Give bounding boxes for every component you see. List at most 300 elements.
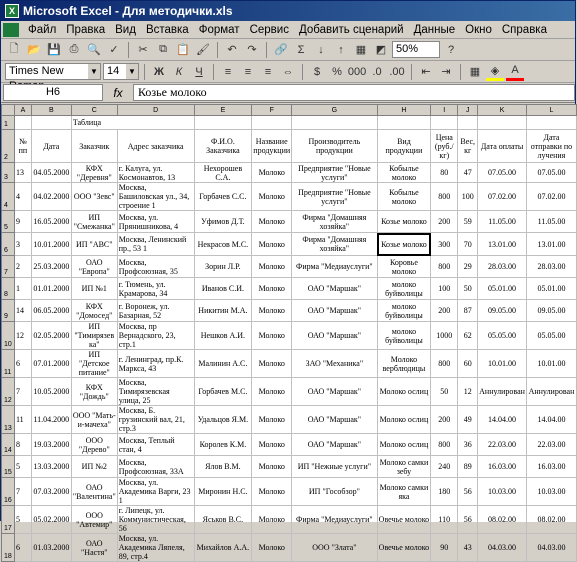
data-cell[interactable]: 800 — [431, 183, 458, 211]
data-cell[interactable]: 56 — [458, 478, 478, 506]
row-header[interactable]: 14 — [2, 434, 15, 456]
align-center-icon[interactable]: ≡ — [244, 65, 252, 78]
data-cell[interactable]: Молоко самки яка — [377, 478, 431, 506]
data-cell[interactable]: Фирма "Медиауслуги" — [292, 256, 377, 278]
data-cell[interactable]: 36 — [458, 434, 478, 456]
formula-input[interactable]: Козье молоко — [133, 84, 575, 101]
data-cell[interactable]: 1000 — [431, 322, 458, 350]
data-cell[interactable]: ООО "Злата" — [292, 534, 377, 562]
data-cell[interactable]: г. Ленинград, пр.К. Маркса, 43 — [117, 350, 194, 378]
data-cell[interactable]: 11 — [14, 406, 31, 434]
select-all-corner[interactable] — [2, 105, 15, 116]
data-cell[interactable]: 29 — [458, 256, 478, 278]
data-cell[interactable]: ИП "Нежные услуги" — [292, 456, 377, 478]
row-header[interactable]: 15 — [2, 456, 15, 478]
spelling-icon[interactable]: ✓ — [109, 44, 119, 56]
data-cell[interactable]: 800 — [431, 256, 458, 278]
data-cell[interactable]: ИП "АВС" — [71, 233, 117, 256]
table-row — [2, 534, 577, 562]
table-row — [2, 278, 577, 300]
data-cell[interactable]: 2 — [14, 256, 31, 278]
data-cell[interactable]: 16.03.00 — [478, 456, 527, 478]
formula-bar — [1, 83, 575, 103]
menu-file[interactable]: Файл — [28, 23, 57, 36]
data-cell[interactable]: 07.02.00 — [478, 183, 527, 211]
print-icon[interactable]: ⎙ — [69, 43, 79, 55]
row-header[interactable]: 18 — [2, 534, 15, 562]
data-cell[interactable]: КФХ "Домосед" — [71, 300, 117, 322]
row-header[interactable]: 17 — [2, 506, 15, 534]
data-cell[interactable]: 10.01.2000 — [31, 233, 71, 256]
menu-insert[interactable]: Вставка — [145, 23, 189, 36]
data-cell[interactable]: ОАО "Европа" — [71, 256, 117, 278]
menu-window[interactable]: Окно — [465, 23, 492, 36]
font-color-icon[interactable]: A — [506, 63, 524, 81]
data-cell[interactable]: 6 — [14, 534, 31, 562]
data-cell[interactable]: Нехорошев С.А. — [194, 163, 252, 183]
table-row — [2, 300, 577, 322]
data-cell[interactable]: ИП №1 — [71, 278, 117, 300]
cut-icon[interactable]: ✂ — [138, 44, 148, 56]
data-cell[interactable]: 10.01.00 — [526, 350, 576, 378]
data-cell[interactable]: 5 — [14, 506, 31, 534]
column-header[interactable]: J — [458, 105, 478, 116]
data-cell[interactable]: ИП "Гособзор" — [292, 478, 377, 506]
data-cell[interactable]: Зорин Л.Р. — [194, 256, 252, 278]
data-cell[interactable]: Некрасов М.С. — [194, 233, 252, 256]
row-header[interactable]: 13 — [2, 406, 15, 434]
data-cell[interactable]: 04.02.2000 — [31, 183, 71, 211]
data-cell[interactable]: Молоко — [252, 378, 292, 406]
data-cell[interactable]: 800 — [431, 434, 458, 456]
row-header[interactable]: 11 — [2, 350, 15, 378]
header-cell[interactable]: Вид продукции — [377, 130, 431, 163]
row-header[interactable]: 2 — [2, 130, 15, 163]
data-cell[interactable]: ОАО "Маршак" — [292, 434, 377, 456]
data-cell[interactable]: Фирма "Медиауслуги" — [292, 506, 377, 534]
data-cell[interactable]: ИП "Детское питание" — [71, 350, 117, 378]
data-cell[interactable]: г. Липецк, ул. Коммунистическая, 56 — [117, 506, 194, 534]
data-cell[interactable]: 50 — [431, 378, 458, 406]
data-cell[interactable]: Аннулирован — [526, 378, 576, 406]
data-cell[interactable]: 62 — [458, 322, 478, 350]
data-cell[interactable]: Королев К.М. — [194, 434, 252, 456]
data-cell[interactable]: Молоко ослиц — [377, 378, 431, 406]
data-cell[interactable]: Молоко — [252, 434, 292, 456]
header-cell[interactable]: № пп — [14, 130, 31, 163]
borders-icon[interactable]: ▦ — [469, 66, 481, 78]
data-cell[interactable]: КФХ "Деревня" — [71, 163, 117, 183]
chart-icon[interactable]: ▦ — [355, 44, 367, 56]
data-cell[interactable]: Молоко — [252, 183, 292, 211]
data-cell[interactable]: Михайлов А.А. — [194, 534, 252, 562]
column-header[interactable]: K — [478, 105, 527, 116]
table-row — [2, 322, 577, 350]
data-cell[interactable]: 6 — [14, 350, 31, 378]
data-cell[interactable]: Иванов С.И. — [194, 278, 252, 300]
undo-icon[interactable]: ↶ — [227, 44, 237, 56]
data-cell[interactable]: 13.01.00 — [478, 233, 527, 256]
header-cell[interactable]: Дата — [31, 130, 71, 163]
data-cell[interactable]: Фирма "Домашняя хозяйка" — [292, 211, 377, 233]
table-title-cell[interactable]: Таблица — [71, 116, 194, 130]
data-cell[interactable]: молоко буйволицы — [377, 322, 431, 350]
data-cell[interactable]: Москва, Башиловская ул., 34, строение 1 — [117, 183, 194, 211]
data-cell[interactable]: Ялов В.М. — [194, 456, 252, 478]
row-header[interactable]: 5 — [2, 211, 15, 233]
data-cell[interactable]: 7 — [14, 478, 31, 506]
menu-add-scenario[interactable]: Добавить сценарий — [298, 23, 404, 36]
row-header[interactable]: 4 — [2, 183, 15, 211]
data-cell[interactable]: Овечье молоко — [377, 534, 431, 562]
italic-button[interactable]: К — [175, 65, 183, 78]
data-cell[interactable]: 100 — [458, 183, 478, 211]
data-cell[interactable]: 200 — [431, 406, 458, 434]
hyperlink-icon[interactable]: 🔗 — [274, 44, 288, 56]
data-cell[interactable]: 07.05.00 — [526, 163, 576, 183]
data-cell[interactable]: Москва, ул. Академика Ляпеля, 89, стр.4 — [117, 534, 194, 562]
data-cell[interactable]: 110 — [431, 506, 458, 534]
data-cell[interactable]: Молоко — [252, 163, 292, 183]
currency-icon[interactable]: $ — [313, 65, 321, 78]
data-cell[interactable]: Предприятие "Новые услуги" — [292, 183, 377, 211]
merge-center-icon[interactable]: ⇔ — [282, 65, 294, 78]
align-right-icon[interactable]: ≡ — [264, 65, 272, 78]
data-cell[interactable]: 3 — [14, 233, 31, 256]
menu-tools[interactable]: Сервис — [249, 23, 289, 36]
increase-decimal-icon[interactable]: .0 — [372, 65, 382, 78]
font-size-select[interactable]: 14 ▼ — [103, 63, 139, 80]
data-cell[interactable]: Горбачев М.С. — [194, 378, 252, 406]
data-cell[interactable]: 11.05.00 — [478, 211, 527, 233]
data-cell[interactable]: 5 — [14, 456, 31, 478]
data-cell[interactable]: Малинин А.С. — [194, 350, 252, 378]
data-cell[interactable]: 8 — [14, 434, 31, 456]
data-cell[interactable]: 04.05.2000 — [31, 163, 71, 183]
bold-button[interactable]: Ж — [154, 65, 164, 78]
data-cell[interactable]: 12 — [458, 378, 478, 406]
zoom-select[interactable]: 50% — [392, 41, 440, 58]
data-cell[interactable]: 87 — [458, 300, 478, 322]
data-cell[interactable]: Москва, ул. Академика Варги, 23 1 — [117, 478, 194, 506]
paste-icon[interactable]: 📋 — [176, 44, 190, 56]
copy-icon[interactable]: ⧉ — [159, 43, 167, 55]
data-cell[interactable]: Овечье молоко — [377, 506, 431, 534]
data-cell[interactable]: 07.03.2000 — [31, 478, 71, 506]
data-cell[interactable]: Молоко верблюдицы — [377, 350, 431, 378]
row-header[interactable]: 6 — [2, 233, 15, 256]
data-cell[interactable]: Фирма "Домашняя хозяйка" — [292, 233, 377, 256]
data-cell[interactable]: 49 — [458, 406, 478, 434]
menu-view[interactable]: Вид — [115, 23, 136, 36]
data-cell[interactable]: 07.05.00 — [478, 163, 527, 183]
data-cell[interactable]: Удальцов Я.М. — [194, 406, 252, 434]
data-cell[interactable]: ОАО "Маршак" — [292, 278, 377, 300]
data-cell[interactable]: ООО "Зевс" — [71, 183, 117, 211]
data-cell[interactable]: Молоко — [252, 322, 292, 350]
data-cell[interactable]: 07.01.2000 — [31, 350, 71, 378]
underline-button[interactable]: Ч — [195, 65, 203, 78]
data-cell[interactable]: Нешков А.И. — [194, 322, 252, 350]
sort-desc-icon[interactable]: ↑ — [338, 43, 344, 56]
data-cell[interactable]: ИП "Смежанка" — [71, 211, 117, 233]
header-cell[interactable]: Дата отправки по лучения — [526, 130, 576, 163]
help-icon[interactable]: ? — [447, 43, 455, 56]
data-cell[interactable]: 4 — [14, 183, 31, 211]
data-cell[interactable]: Молоко — [252, 478, 292, 506]
data-cell[interactable]: 43 — [458, 534, 478, 562]
row-header[interactable]: 12 — [2, 378, 15, 406]
data-cell[interactable]: 14 — [14, 300, 31, 322]
menu-data[interactable]: Данные — [413, 23, 456, 36]
data-cell[interactable]: Козье молоко — [377, 211, 431, 233]
data-cell[interactable]: ОАО "Маршак" — [292, 300, 377, 322]
data-cell[interactable]: 800 — [431, 350, 458, 378]
column-header[interactable]: L — [526, 105, 576, 116]
data-cell[interactable]: 10.01.00 — [478, 350, 527, 378]
table-row — [2, 406, 577, 434]
data-cell[interactable]: Москва, ул. Прянишникова, 4 — [117, 211, 194, 233]
data-cell[interactable]: 90 — [431, 534, 458, 562]
data-cell[interactable]: Молоко — [252, 256, 292, 278]
data-cell[interactable]: 300 — [431, 233, 458, 256]
data-cell[interactable]: Молоко — [252, 278, 292, 300]
data-cell[interactable]: г. Воронеж, ул. Базарная, 52 — [117, 300, 194, 322]
data-cell[interactable]: 14.04.00 — [478, 406, 527, 434]
data-cell[interactable]: 11.05.00 — [526, 211, 576, 233]
data-cell[interactable]: 13.01.00 — [526, 233, 576, 256]
data-cell[interactable]: 80 — [431, 163, 458, 183]
data-cell[interactable]: 13.03.2000 — [31, 456, 71, 478]
data-cell[interactable]: Аннулирован — [478, 378, 527, 406]
data-cell[interactable]: 04.03.00 — [526, 534, 576, 562]
data-cell[interactable]: 25.03.2000 — [31, 256, 71, 278]
data-cell[interactable]: ЗАО "Механика" — [292, 350, 377, 378]
column-header[interactable]: F — [252, 105, 292, 116]
data-cell[interactable]: 05.01.00 — [526, 278, 576, 300]
column-header[interactable]: B — [31, 105, 71, 116]
data-cell[interactable]: Молоко — [252, 300, 292, 322]
data-cell[interactable]: 47 — [458, 163, 478, 183]
header-cell[interactable]: Название продукции — [252, 130, 292, 163]
font-name-select[interactable]: Times New ▼ — [5, 63, 101, 80]
data-cell[interactable]: 14.04.00 — [526, 406, 576, 434]
row-header[interactable]: 3 — [2, 163, 15, 183]
data-cell[interactable]: 13 — [14, 163, 31, 183]
data-cell[interactable]: ООО "Автемир" — [71, 506, 117, 534]
row-header[interactable]: 1 — [2, 116, 15, 130]
data-cell[interactable]: Кобылье молоко — [377, 163, 431, 183]
name-box[interactable]: H6 — [3, 84, 103, 101]
data-cell[interactable]: ООО "Мать-и-мачеха" — [71, 406, 117, 434]
data-cell[interactable]: Предприятие "Новые услуги" — [292, 163, 377, 183]
data-cell[interactable]: Яськов В.С. — [194, 506, 252, 534]
data-cell[interactable]: Миронин Н.С. — [194, 478, 252, 506]
data-cell[interactable]: 200 — [431, 211, 458, 233]
column-header[interactable]: C — [71, 105, 117, 116]
open-icon[interactable]: 📂 — [27, 44, 41, 56]
data-cell[interactable]: Молоко — [252, 350, 292, 378]
column-header[interactable]: A — [14, 105, 31, 116]
data-cell[interactable]: 9 — [14, 211, 31, 233]
header-cell[interactable]: Дата оплаты — [478, 130, 527, 163]
row-header[interactable]: 9 — [2, 300, 15, 322]
menu-format[interactable]: Формат — [198, 23, 240, 36]
table-row — [2, 456, 577, 478]
data-cell[interactable]: 56 — [458, 506, 478, 534]
data-cell[interactable]: 16.05.2000 — [31, 211, 71, 233]
menu-help[interactable]: Справка — [501, 23, 547, 36]
data-cell[interactable]: ОАО "Маршак" — [292, 322, 377, 350]
document-icon[interactable] — [3, 23, 19, 37]
data-cell[interactable]: 89 — [458, 456, 478, 478]
data-cell[interactable]: ОАО "Маршак" — [292, 378, 377, 406]
format-painter-icon[interactable]: 🖌 — [196, 44, 210, 56]
data-cell[interactable]: 05.05.00 — [478, 322, 527, 350]
data-cell[interactable]: Никитин М.А. — [194, 300, 252, 322]
data-cell[interactable]: 22.03.00 — [526, 434, 576, 456]
data-cell[interactable]: Молоко — [252, 211, 292, 233]
new-icon[interactable]: 🗋 — [9, 43, 19, 55]
data-cell[interactable]: 16.03.00 — [526, 456, 576, 478]
data-cell[interactable]: 04.03.00 — [478, 534, 527, 562]
column-header[interactable]: I — [431, 105, 458, 116]
data-cell[interactable]: Москва, Профсоюзная, 33А — [117, 456, 194, 478]
data-cell[interactable]: ОАО "Валентина" — [71, 478, 117, 506]
data-cell[interactable]: 01.01.2000 — [31, 278, 71, 300]
align-left-icon[interactable]: ≡ — [224, 65, 232, 78]
data-cell[interactable]: Москва, Профсоюзная, 35 — [117, 256, 194, 278]
header-cell[interactable]: Адрес заказчика — [117, 130, 194, 163]
data-cell[interactable]: Москва, Б. грузинский вал, 21, стр.3 — [117, 406, 194, 434]
header-cell[interactable]: Производитель продукции — [292, 130, 377, 163]
save-icon[interactable]: 💾 — [47, 44, 61, 56]
data-cell[interactable]: Молоко ослиц — [377, 434, 431, 456]
fill-color-icon[interactable]: ◈ — [486, 63, 504, 81]
data-cell[interactable]: 10.03.00 — [526, 478, 576, 506]
data-cell[interactable]: 59 — [458, 211, 478, 233]
data-cell[interactable]: Молоко — [252, 456, 292, 478]
data-cell[interactable]: Москва, Ленинский пр., 53 1 — [117, 233, 194, 256]
column-header[interactable]: H — [377, 105, 431, 116]
data-cell[interactable]: 28.03.00 — [478, 256, 527, 278]
fx-icon[interactable]: fx — [113, 85, 123, 100]
preview-icon[interactable]: 🔍 — [87, 44, 101, 56]
data-cell[interactable]: ОАО "Настя" — [71, 534, 117, 562]
decrease-indent-icon[interactable]: ⇤ — [421, 66, 431, 78]
data-cell[interactable]: Молоко ослиц — [377, 406, 431, 434]
data-cell[interactable]: 01.03.2000 — [31, 534, 71, 562]
data-cell[interactable]: Москва, Теплый стан, 4 — [117, 434, 194, 456]
percent-icon[interactable]: % — [332, 65, 342, 78]
data-cell[interactable]: Москва, Тимирязевская улица, 25 — [117, 378, 194, 406]
redo-icon[interactable]: ↷ — [247, 44, 257, 56]
data-cell[interactable]: Молоко — [252, 406, 292, 434]
data-cell[interactable]: Москва, пр Вернадского, 23, стр.1 — [117, 322, 194, 350]
data-cell[interactable]: 06.05.2000 — [31, 300, 71, 322]
data-cell[interactable]: 50 — [458, 278, 478, 300]
row-header[interactable]: 16 — [2, 478, 15, 506]
data-cell[interactable]: 02.05.2000 — [31, 322, 71, 350]
header-cell[interactable]: Ф.И.О. Заказчика — [194, 130, 252, 163]
increase-indent-icon[interactable]: ⇥ — [441, 66, 451, 78]
autosum-icon[interactable]: Σ — [297, 43, 305, 56]
header-cell[interactable]: Цена (руб./кг) — [431, 130, 458, 163]
column-header[interactable]: E — [194, 105, 252, 116]
data-cell[interactable]: Уфимов Д.Т. — [194, 211, 252, 233]
worksheet[interactable] — [1, 104, 577, 561]
data-cell[interactable]: 09.05.00 — [526, 300, 576, 322]
data-cell[interactable]: ИП "Тимирязев ка" — [71, 322, 117, 350]
data-cell[interactable]: 100 — [431, 278, 458, 300]
data-cell[interactable]: 10.03.00 — [478, 478, 527, 506]
data-cell[interactable]: 09.05.00 — [478, 300, 527, 322]
table-row — [2, 256, 577, 278]
row-header[interactable]: 10 — [2, 322, 15, 350]
data-cell[interactable]: Молоко самки зебу — [377, 456, 431, 478]
data-cell[interactable]: Молоко — [252, 233, 292, 256]
data-cell[interactable]: 1 — [14, 278, 31, 300]
cell-grid[interactable] — [1, 104, 577, 562]
data-cell[interactable]: Кобылье молоко — [377, 183, 431, 211]
menu-edit[interactable]: Правка — [66, 23, 106, 36]
data-cell[interactable]: 19.03.2000 — [31, 434, 71, 456]
row-header[interactable]: 8 — [2, 278, 15, 300]
column-header[interactable]: D — [117, 105, 194, 116]
data-cell[interactable]: Козье молоко — [377, 233, 431, 256]
decrease-decimal-icon[interactable]: .00 — [389, 65, 405, 78]
data-cell[interactable]: Молоко — [252, 506, 292, 534]
data-cell[interactable]: 07.02.00 — [526, 183, 576, 211]
data-cell[interactable]: 240 — [431, 456, 458, 478]
data-cell[interactable]: 05.02.2000 — [31, 506, 71, 534]
data-cell[interactable]: 08.02.00 — [478, 506, 527, 534]
data-cell[interactable]: 7 — [14, 378, 31, 406]
data-cell[interactable]: молоко буйволицы — [377, 278, 431, 300]
data-cell[interactable]: 22.03.00 — [478, 434, 527, 456]
data-cell[interactable]: 11.04.2000 — [31, 406, 71, 434]
data-cell[interactable]: 200 — [431, 300, 458, 322]
header-cell[interactable]: Вес, кг — [458, 130, 478, 163]
data-cell[interactable]: г. Тюмень, ул. Крамарова, 34 — [117, 278, 194, 300]
data-cell[interactable]: Горбачев С.С. — [194, 183, 252, 211]
data-cell[interactable]: 70 — [458, 233, 478, 256]
data-cell[interactable]: 180 — [431, 478, 458, 506]
header-cell[interactable]: Заказчик — [71, 130, 117, 163]
thousands-icon[interactable]: 000 — [347, 65, 367, 78]
data-cell[interactable]: Коровье молоко — [377, 256, 431, 278]
data-cell[interactable]: Молоко — [252, 534, 292, 562]
data-cell[interactable]: 28.03.00 — [526, 256, 576, 278]
data-cell[interactable]: 10.05.2000 — [31, 378, 71, 406]
data-cell[interactable]: ИП №2 — [71, 456, 117, 478]
sort-asc-icon[interactable]: ↓ — [318, 43, 324, 56]
data-cell[interactable]: ООО "Дерево" — [71, 434, 117, 456]
column-header[interactable]: G — [292, 105, 377, 116]
data-cell[interactable]: 12 — [14, 322, 31, 350]
title-bar — [1, 1, 575, 21]
data-cell[interactable]: г. Калуга, ул. Космонавтов, 13 — [117, 163, 194, 183]
drawing-icon[interactable]: ◩ — [375, 44, 387, 56]
data-cell[interactable]: КФХ "Дождь" — [71, 378, 117, 406]
data-cell[interactable]: ОАО "Маршак" — [292, 406, 377, 434]
data-cell[interactable]: 60 — [458, 350, 478, 378]
data-cell[interactable]: молоко буйволицы — [377, 300, 431, 322]
row-header[interactable]: 7 — [2, 256, 15, 278]
data-cell[interactable]: 05.05.00 — [526, 322, 576, 350]
data-cell[interactable]: 08.02.00 — [526, 506, 576, 534]
data-cell[interactable]: 05.01.00 — [478, 278, 527, 300]
